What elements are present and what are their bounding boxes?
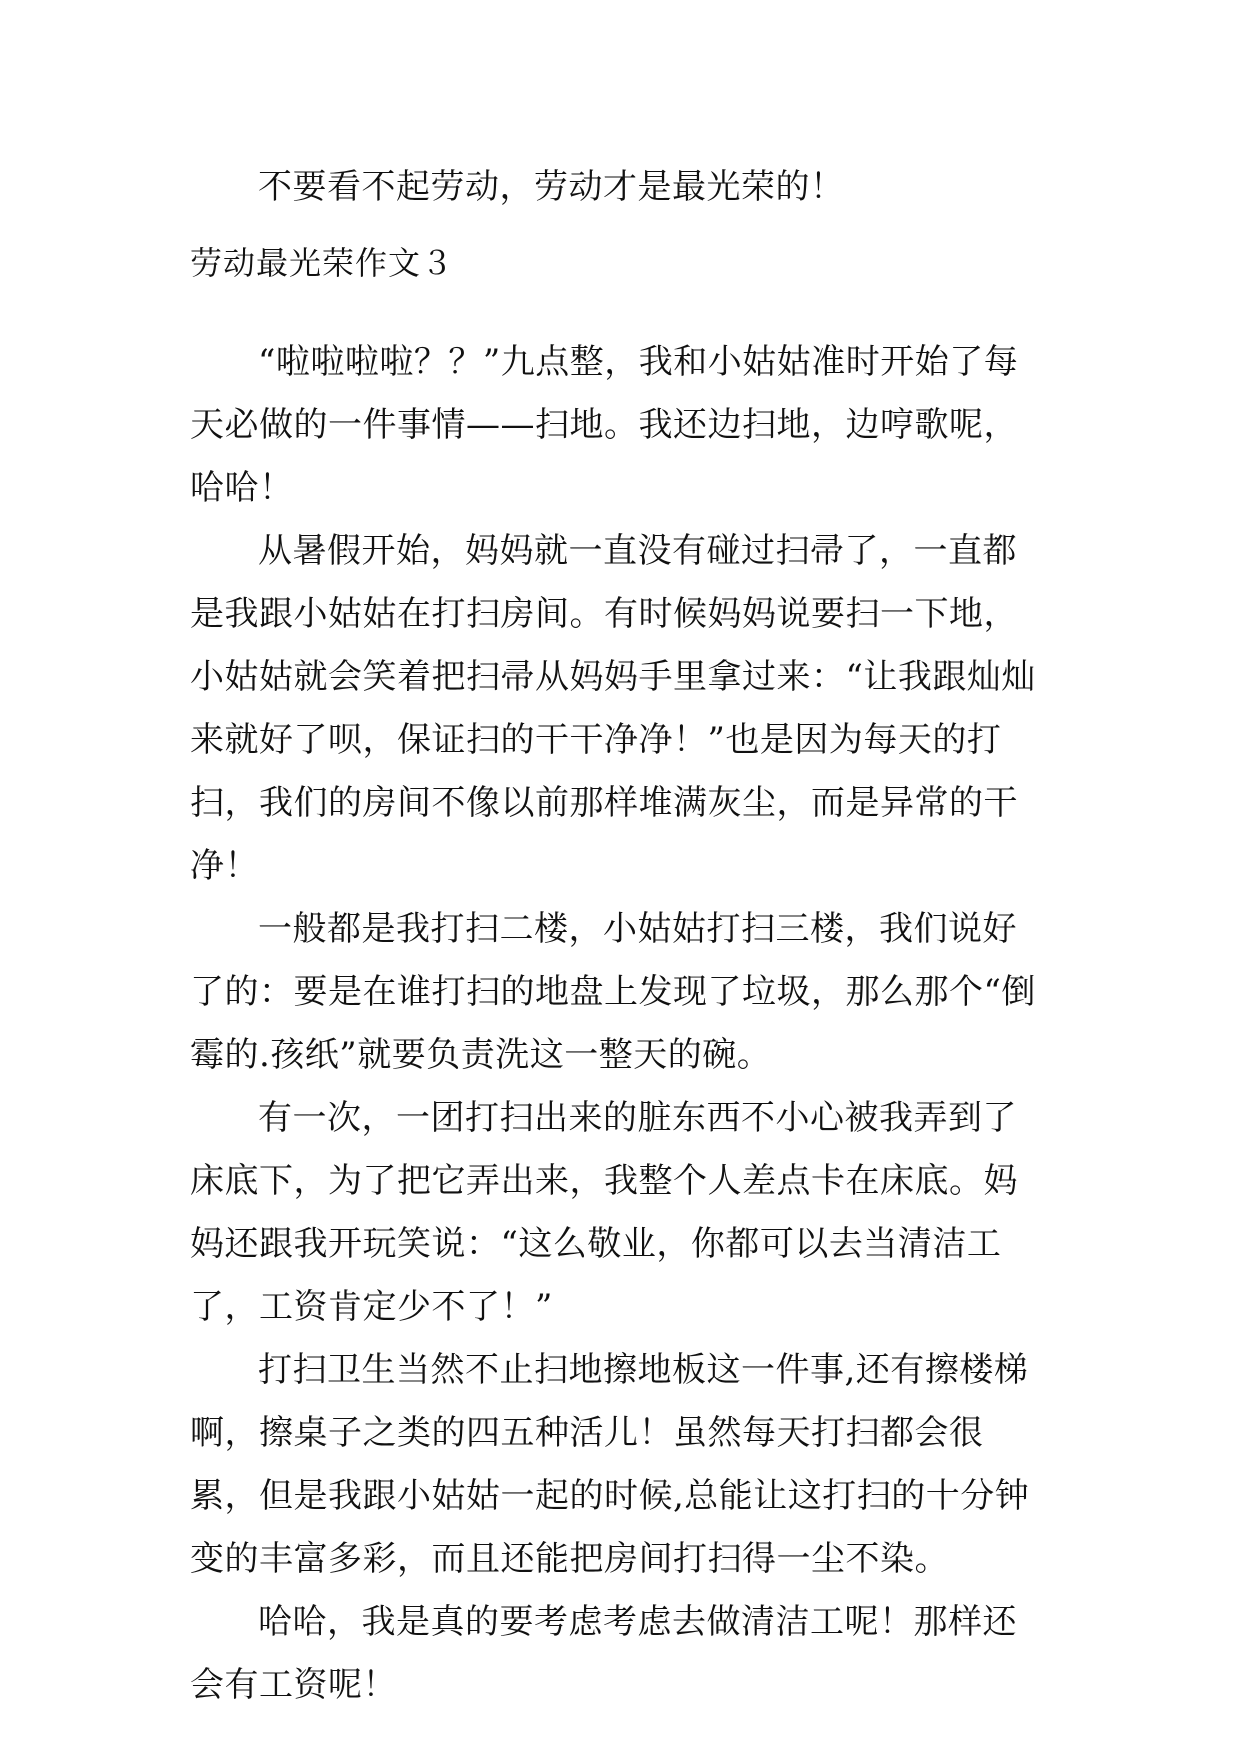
paragraph-3: 一般都是我打扫二楼，小姑姑打扫三楼，我们说好了的：要是在谁打扫的地盘上发现了垃圾，那么那个“倒霉的.孩纸”就要负责洗这一整天的碗。 [190, 909, 1036, 1075]
paragraph-4: 有一次，一团打扫出来的脏东西不小心被我弄到了床底下，为了把它弄出来，我整个人差点卡在床底。妈妈还跟我开玩笑说：“这么敬业，你都可以去当清洁工了，工资肯定少不了！” [190, 1098, 1018, 1327]
paragraph-1: “啦啦啦啦？？”九点整，我和小姑姑准时开始了每天必做的一件事情——扫地。我还边扫地，边哼歌呢，哈哈！ [190, 342, 1019, 508]
intro-line: 不要看不起劳动，劳动才是最光荣的！ [258, 167, 845, 207]
essay-body [190, 331, 1050, 1717]
essay-title: 劳动最光荣作文３ [190, 244, 455, 282]
paragraph-2: 从暑假开始，妈妈就一直没有碰过扫帚了，一直都是我跟小姑姑在打扫房间。有时候妈妈说要扫一下地，小姑姑就会笑着把扫帚从妈妈手里拿过来：“让我跟灿灿来就好了呗，保证扫的干干净净！”也是因为每天的打扫，我们的房间不像以前那样堆满灰尘，而是异常的干净！ [190, 531, 1036, 886]
paragraph-5: 打扫卫生当然不止扫地擦地板这一件事,还有擦楼梯啊，擦桌子之类的四五种活儿！虽然每天打扫都会很累，但是我跟小姑姑一起的时候,总能让这打扫的十分钟变的丰富多彩，而且还能把房间打扫得一尘不染。 [190, 1350, 1030, 1579]
intro-paragraph [190, 156, 1050, 219]
paragraph-6: 哈哈，我是真的要考虑考虑去做清洁工呢！那样还会有工资呢！ [190, 1602, 1017, 1705]
